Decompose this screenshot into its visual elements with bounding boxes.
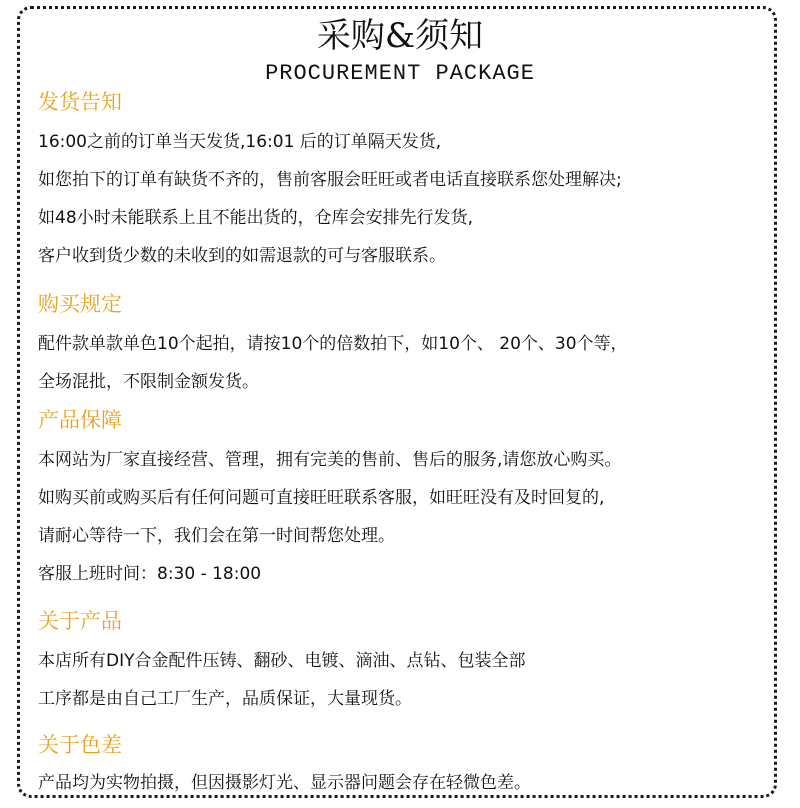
section-heading: 发货告知: [38, 90, 122, 114]
section-color-difference: [38, 731, 778, 795]
service-hours: 客服上班时间：8:30 - 18:00: [38, 564, 262, 584]
text-line: 配件款单款单色10个起拍，请按10个的倍数拍下，如10个、 20个、30个等，: [38, 334, 628, 354]
page-subtitle: PROCUREMENT PACKAGE: [265, 61, 535, 86]
text-line: 本网站为厂家直接经营、管理，拥有完美的售前、售后的服务,请您放心购买。: [38, 450, 622, 470]
section-heading: 关于色差: [38, 733, 122, 757]
section-product-guarantee: [38, 406, 778, 586]
section-shipping-notice: [38, 88, 778, 268]
section-heading: 产品保障: [38, 408, 122, 432]
section-heading: 购买规定: [38, 292, 122, 316]
text-line: 如48小时未能联系上且不能出货的，仓库会安排先行发货,: [38, 208, 474, 228]
section-purchase-rules: [38, 290, 778, 394]
text-line: 工序都是由自己工厂生产，品质保证，大量现货。: [38, 689, 412, 709]
text-line: 如您拍下的订单有缺货不齐的，售前客服会旺旺或者电话直接联系您处理解决;: [38, 170, 622, 190]
text-line: 产品均为实物拍摄，但因摄影灯光、显示器问题会存在轻微色差。: [38, 773, 531, 793]
text-line: 全场混批，不限制金额发货。: [38, 372, 259, 392]
page-title: 采购&须知: [316, 16, 484, 56]
text-line: 客户收到货少数的未收到的如需退款的可与客服联系。: [38, 246, 446, 266]
section-about-products: [38, 607, 778, 711]
text-line: 请耐心等待一下，我们会在第一时间帮您处理。: [38, 526, 395, 546]
text-line: 本店所有DIY合金配件压铸、翻砂、电镀、滴油、点钻、包装全部: [38, 651, 526, 671]
section-heading: 关于产品: [38, 609, 122, 633]
text-line: 如购买前或购买后有任何问题可直接旺旺联系客服，如旺旺没有及时回复的,: [38, 488, 605, 508]
text-line: 16:00之前的订单当天发货,16:01 后的订单隔天发货,: [38, 132, 442, 152]
